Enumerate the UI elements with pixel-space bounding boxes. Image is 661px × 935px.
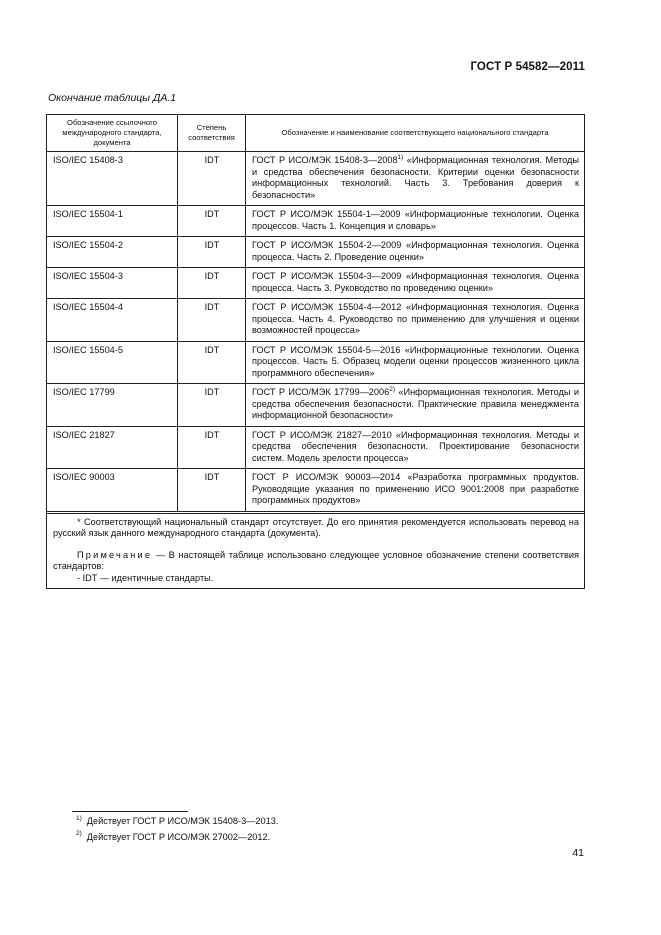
national-standard-text: ГОСТ Р ИСО/МЭК 15504-4—2012 «Информационная технология. Оценка процесса. Часть 4. Руководство по применению для улучшения и оценки возможностей процесса» (252, 302, 579, 335)
footnote (76, 832, 278, 844)
national-standard-title: «Информационная технология. Методы и средства обеспечения безопасности. Практические правила менеджмента информационной безопасности» (252, 387, 579, 420)
page-number: 41 (572, 847, 584, 859)
table-row (47, 152, 585, 206)
degree-cell: IDT (178, 426, 246, 469)
reference-standard-cell: ISO/IEC 21827 (47, 426, 178, 469)
reference-standard-cell: ISO/IEC 90003 (47, 469, 178, 512)
degree-cell: IDT (178, 299, 246, 342)
reference-standard-cell: ISO/IEC 15504-3 (47, 268, 178, 299)
national-standard-text: ГОСТ Р ИСО/МЭК 15408-3—2008 (252, 155, 398, 165)
table-row (47, 237, 585, 268)
reference-standard-cell: ISO/IEC 15504-1 (47, 206, 178, 237)
national-standard-text: ГОСТ Р ИСО/МЭК 15504-1—2009 «Информационные технологии. Оценка процессов. Часть 1. Концепция и словарь» (252, 209, 579, 231)
table-caption: Окончание таблицы ДА.1 (48, 92, 177, 104)
national-standard-cell (246, 237, 585, 268)
national-standard-cell (246, 341, 585, 384)
table-row (47, 384, 585, 427)
reference-standard-cell: ISO/IEC 15504-4 (47, 299, 178, 342)
footnote-text: Действует ГОСТ Р ИСО/МЭК 27002—2012. (86, 831, 271, 842)
national-standard-cell (246, 299, 585, 342)
table-row (47, 426, 585, 469)
remark-label: Примечание (77, 549, 153, 560)
notes-cell (47, 513, 585, 589)
reference-standards-table (46, 114, 585, 589)
degree-cell: IDT (178, 469, 246, 512)
national-standard-title: «Информационная технология. Методы и средства обеспечения безопасности. Критерии оценки безопасности информационных технологий. Часть 3. Требования доверия к безопасности» (252, 155, 579, 200)
reference-standard-cell: ISO/IEC 15408-3 (47, 152, 178, 206)
national-standard-cell (246, 426, 585, 469)
header-national-standard: Обозначение и наименование соответствующего национального стандарта (246, 115, 585, 152)
national-standard-cell (246, 384, 585, 427)
reference-standard-cell: ISO/IEC 15504-2 (47, 237, 178, 268)
reference-standard-cell: ISO/IEC 15504-5 (47, 341, 178, 384)
table-row (47, 206, 585, 237)
remark-note (53, 550, 579, 573)
footnote-ref: 1) (397, 153, 404, 161)
header-degree: Степень соответствия (178, 115, 246, 152)
table-row (47, 469, 585, 512)
remark-item: - IDT — идентичные стандарты. (77, 572, 214, 583)
footnote (76, 816, 278, 828)
degree-cell: IDT (178, 341, 246, 384)
degree-cell: IDT (178, 152, 246, 206)
footnote-text: Действует ГОСТ Р ИСО/МЭК 15408-3—2013. (86, 816, 279, 826)
degree-cell: IDT (178, 206, 246, 237)
degree-cell: IDT (178, 237, 246, 268)
national-standard-cell (246, 152, 585, 206)
national-standard-cell (246, 469, 585, 512)
document-number: ГОСТ Р 54582—2011 (470, 61, 585, 73)
footnote-divider (72, 811, 188, 812)
table-header-row (47, 115, 585, 152)
national-standard-text: ГОСТ Р ИСО/МЭК 90003—2014 «Разработка программных продуктов. Руководящие указания по применению ИСО 9001:2008 при разработке программных продуктов» (252, 472, 579, 505)
footnote-ref: 2) (389, 385, 396, 393)
footnote-mark: 1) (76, 814, 82, 822)
degree-cell: IDT (178, 384, 246, 427)
national-standard-text: ГОСТ Р ИСО/МЭК 21827—2010 «Информационная технология. Методы и средства обеспечения безопасности. Проектирование безопасности систем. Модель зрелости процесса» (252, 429, 579, 463)
header-reference-standard: Обозначение ссылочного международного стандарта, документа (47, 115, 178, 152)
asterisk-note: * Соответствующий национальный стандарт отсутствует. До его принятия рекомендуется использовать перевод на русский язык данного международного стандарта (документа). (53, 516, 579, 538)
footnotes (76, 816, 278, 847)
national-standard-cell (246, 268, 585, 299)
degree-cell: IDT (178, 268, 246, 299)
table-row (47, 268, 585, 299)
table-row (47, 299, 585, 342)
national-standard-text: ГОСТ Р ИСО/МЭК 15504-2—2009 «Информационная технология. Оценка процесса. Часть 2. Проведение оценки» (252, 240, 579, 262)
footnote-mark: 2) (76, 830, 82, 838)
national-standard-cell (246, 206, 585, 237)
remark-text: — В настоящей таблице использовано следующее условное обозначение степени соответствия стандартов: (53, 549, 579, 571)
national-standard-text: ГОСТ Р ИСО/МЭК 15504-3—2009 «Информационная технология. Оценка процесса. Часть 3. Руководство по проведению оценки» (252, 271, 579, 293)
notes-row (47, 513, 585, 589)
reference-standard-cell: ISO/IEC 17799 (47, 384, 178, 427)
table-row (47, 341, 585, 384)
national-standard-text: ГОСТ Р ИСО/МЭК 15504-5—2016 «Информационные технологии. Оценка процессов. Часть 5. Образец модели оценки процессов жизненного цикла программного обеспечения» (252, 344, 579, 378)
table-body (47, 152, 585, 512)
national-standard-text: ГОСТ Р ИСО/МЭК 17799—2006 (252, 387, 390, 397)
